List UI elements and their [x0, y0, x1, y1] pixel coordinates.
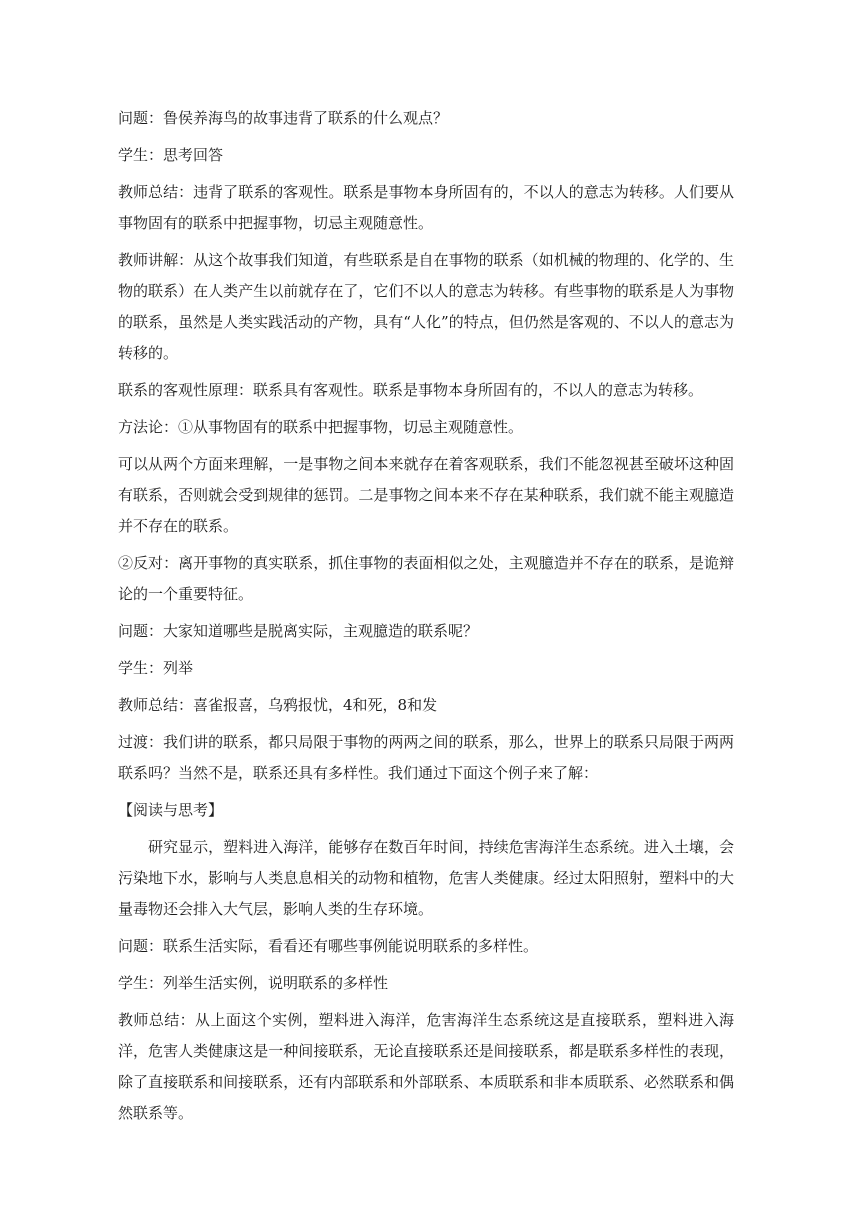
- student-response-paragraph: 学生：思考回答: [118, 146, 224, 164]
- transition-paragraph: 过渡：我们讲的联系，都只局限于事物的两两之间的联系，那么，世界上的联系只局限于两两联系吗？当然不是，联系还具有多样性。我们通过下面这个例子来了解：: [118, 733, 734, 782]
- question-paragraph: 问题：大家知道哪些是脱离实际，主观臆造的联系呢？: [118, 622, 479, 640]
- reading-paragraph: 研究显示，塑料进入海洋，能够存在数百年时间，持续危害海洋生态系统。进入土壤，会污染地下水，影响与人类息息相关的动物和植物，危害人类健康。经过太阳照射，塑料中的大量毒物还会排入大气层，影响人类的生存环境。: [118, 838, 734, 918]
- student-response-paragraph: 学生：列举: [118, 659, 194, 677]
- understanding-paragraph: 可以从两个方面来理解，一是事物之间本来就存在着客观联系，我们不能忽视甚至破坏这种固有联系，否则就会受到规律的惩罚。二是事物之间本来不存在某种联系，我们就不能主观臆造并不存在的联系。: [118, 455, 734, 535]
- principle-paragraph: 联系的客观性原理：联系具有客观性。联系是事物本身所固有的，不以人的意志为转移。: [118, 381, 704, 399]
- methodology-paragraph: 方法论：①从事物固有的联系中把握事物，切忌主观随意性。: [118, 418, 524, 436]
- student-response-paragraph: 学生：列举生活实例，说明联系的多样性: [118, 974, 389, 992]
- oppose-paragraph: ②反对：离开事物的真实联系，抓住事物的表面相似之处，主观臆造并不存在的联系，是诡辩论的一个重要特征。: [118, 554, 734, 603]
- question-paragraph: 问题：鲁侯养海鸟的故事违背了联系的什么观点？: [118, 109, 449, 127]
- teacher-summary-paragraph: 教师总结：从上面这个实例，塑料进入海洋，危害海洋生态系统这是直接联系，塑料进入海洋，危害人类健康这是一种间接联系，无论直接联系还是间接联系，都是联系多样性的表现，除了直接联系和间接联系，还有内部联系和外部联系、本质联系和非本质联系、必然联系和偶然联系等。: [118, 1011, 734, 1122]
- teacher-summary-paragraph: 教师总结：违背了联系的客观性。联系是事物本身所固有的，不以人的意志为转移。人们要从事物固有的联系中把握事物，切忌主观随意性。: [118, 183, 734, 232]
- document-page: [118, 103, 734, 1135]
- question-paragraph: 问题：联系生活实际，看看还有哪些事例能说明联系的多样性。: [118, 937, 539, 955]
- teacher-summary-paragraph: 教师总结：喜雀报喜，乌鸦报忧，4和死，8和发: [118, 696, 438, 714]
- teacher-explanation-paragraph: 教师讲解：从这个故事我们知道，有些联系是自在事物的联系（如机械的物理的、化学的、生物的联系）在人类产生以前就存在了，它们不以人的意志为转移。有些事物的联系是人为事物的联系，虽然是人类实践活动的产物，具有“人化”的特点，但仍然是客观的、不以人的意志为转移的。: [118, 251, 734, 362]
- section-heading: 【阅读与思考】: [118, 801, 224, 819]
